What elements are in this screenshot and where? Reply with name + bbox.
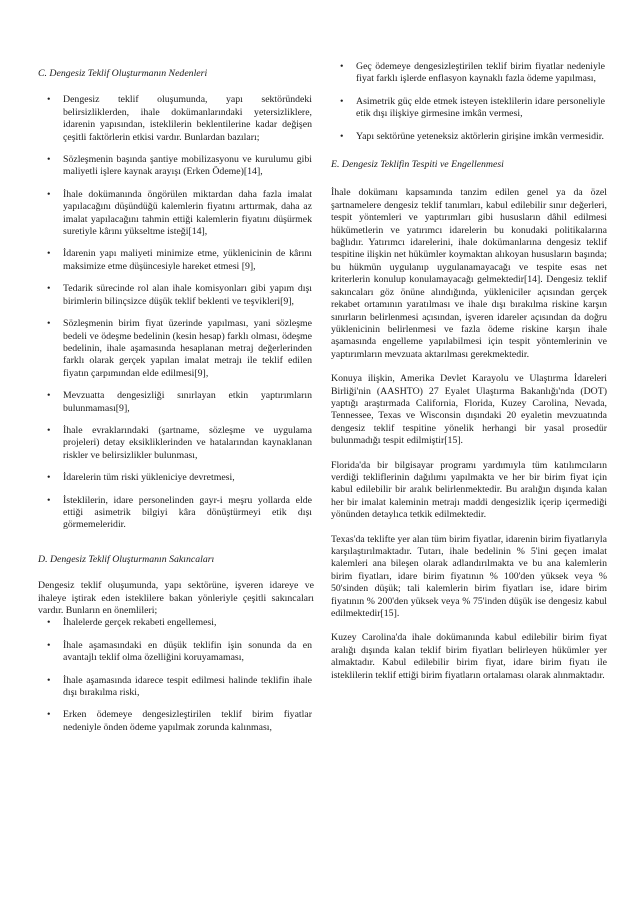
bullet-icon: • [47, 94, 51, 106]
section-d-bullets-continued [331, 61, 607, 143]
left-column [38, 0, 314, 734]
list-item: • İdarelerin tüm riski yükleniciye devretmesi, [47, 472, 235, 484]
bullet-icon: • [340, 130, 344, 142]
section-e-paragraph-2: Konuya ilişkin, Amerika Devlet Karayolu ve Ulaştırma İdareleri Birliği'nin (AASHTO) 27 Eyalet Ulaştırma Bakanlığı'nda (DOT) yaptığı araştırmada California, Florida, Kuzey Carolina, Nevada, Tennessee, Texas ve Wisconsin dışındaki 20 eyaletin mevzuatında dengesiz teklif tespitine yönelik herhangi bir yasal prosedür bulunmadığı tespit edilmiştir[15]. [331, 373, 607, 447]
bullet-icon: • [47, 188, 51, 200]
list-item: • Yapı sektörüne yeteneksiz aktörlerin girişine imkân vermesidir. [340, 130, 604, 142]
bullet-icon: • [47, 639, 51, 651]
section-d-paragraph: Dengesiz teklif oluşumunda, yapı sektörüne, işveren idareye ve ihaleye iştirak eden isteklilere bakan yönleriyle çeşitli sakıncaları vardır. Bunların en önemlileri; [38, 580, 314, 616]
bullet-icon: • [340, 61, 344, 72]
list-item: • İsteklilerin, idare personelinden gayr-i meşru yollarda elde ettiği asimetrik bilgiyi kâra dönüştürmeyi etik dışı görmemeleridir. [47, 494, 312, 531]
bullet-icon: • [47, 154, 51, 166]
bullet-icon: • [47, 390, 51, 402]
list-item: • Tedarik sürecinde rol alan ihale komisyonları gibi yapım dışı birimlerin bilinçsizce düşük teklif beklenti ve teşvikleri[9], [47, 283, 312, 307]
section-e-paragraph-5: Kuzey Carolina'da ihale dokümanında kabul edilebilir birim fiyat aralığı dışında kalan teklif birim fiyatları belirleyen hükümler yer almaktadır. Kabul edilebilir birim fiyat, idare birim fiyatı ile isteklilerin teklif ettiği birim fiyatların ortalaması olarak alınmaktadır. [331, 632, 607, 681]
list-item: • Erken ödemeye dengesizleştirilen teklif birim fiyatlar nedeniyle önden ödeme yapılmak zorunda kalınması, [47, 709, 312, 733]
section-c-heading: C. Dengesiz Teklif Oluşturmanın Nedenleri [38, 68, 208, 79]
bullet-icon: • [47, 494, 51, 506]
list-item: • Dengesiz teklif oluşumunda, yapı sektöründeki belirsizliklerden, ihale dokümanlarındaki yetersizliklere, idarenin yapısından, isteklilerin beklentilerine kadar değişen çeşitli faktörlerin etkisi vardır. Bunlardan bazıları; [47, 94, 312, 143]
list-item: • İhale aşamasında idarece tespit edilmesi halinde teklifin ihale dışı bırakılma riski, [47, 674, 312, 699]
section-e-heading: E. Dengesiz Teklifin Tespiti ve Engellenmesi [331, 159, 504, 171]
section-d-bullets [38, 617, 314, 734]
bullet-icon: • [47, 318, 51, 330]
bullet-icon: • [47, 248, 51, 260]
bullet-icon: • [47, 674, 51, 686]
right-column [331, 0, 607, 682]
list-item: • İhale evraklarındaki (şartname, sözleşme ve uygulama projeleri) detay eksikliklerinden ve hatalarından kaynaklanan riskler ve belirsizlikler bulunması, [47, 424, 312, 461]
bullet-icon: • [340, 95, 344, 107]
bullet-icon: • [47, 283, 51, 295]
list-item: • Mevzuatta dengesizliği sınırlayan etkin yaptırımların bulunmaması[9], [47, 390, 312, 414]
bullet-icon: • [47, 424, 51, 436]
list-item: • İhalelerde gerçek rekabeti engellemesi, [47, 617, 217, 629]
section-e-paragraph-4: Texas'da teklifte yer alan tüm birim fiyatlar, idarenin birim fiyatlarıyla karşılaştırılmaktadır. Tutarı, ihale bedelinin % 5'ini geçen imalat kalemleri ana bileşen olarak adlandırılmakta ve bu ana kalemlerin birim fiyatları, idare birim fiyatının % 100'den yüksek veya % 50'sinden düşük; tali kalemlerin birim fiyatları ise, idare birim fiyatının % 200'den yüksek veya % 75'inden düşük ise dengesiz kabul edilmektedir[15]. [331, 533, 607, 620]
section-d-heading: D. Dengesiz Teklif Oluşturmanın Sakıncaları [38, 553, 215, 565]
section-c-bullets [38, 94, 314, 531]
bullet-icon: • [47, 472, 51, 484]
list-item: • İdarenin yapı maliyeti minimize etme, yüklenicinin de kârını maksimize etme düşüncesiyle hareket etmesi [9], [47, 248, 312, 272]
bullet-icon: • [47, 617, 51, 629]
list-item: • Sözleşmenin başında şantiye mobilizasyonu ve kurulumu gibi maliyetli işlere kaynak arayışı (Erken Ödeme)[14], [47, 154, 312, 178]
bullet-icon: • [47, 709, 51, 721]
list-item: • İhale aşamasındaki en düşük teklifin işin sonunda da en avantajlı teklif olma özelliğini koruyamaması, [47, 639, 312, 664]
section-e-paragraph-1: İhale dokümanı kapsamında tanzim edilen genel ya da özel şartnamelere dengesiz teklif tanımları, kabul edilebilir sınır değerleri, tespit yöntemleri ve yaptırımları gibi hususların dâhil edilmesi hükümetlerin ve yatırımcı idarelerin bu konudaki politikalarına bağlıdır. Yatırımcı idarelerini, ihale dokümanlarına dengesiz teklif tespitine ilişkin net hükümler koymaktan alıkoyan hususların başında; bu hükmün uygulanıp uygulanamayacağı ve tespite esas net kriterlerin konulup konulamayacağı gelmektedir[14]. Dengesiz teklif sakıncaları göz önüne alındığında, yükleniciler açısından gerçek rekabet ortamının yaratılması ve ihale dışı bırakılma riskine karşın sınırların belirlenmesi açısından, işveren idareler açısından da doğru yüklenicinin belirlenmesi ve fazla ödeme riskine karşın ihale aşamasında engelleme yapılabilmesi için tespit yöntemlerinin ve yaptırımların mevzuata aktarılması gerekmektedir. [331, 187, 607, 360]
list-item: • Sözleşmenin birim fiyat üzerinde yapılması, yani sözleşme bedeli ve ödeşme bedelinin (kesin hesap) farklı olması, ödeşme bedelinin, ihale aşamasında hesaplanan metraj değerlerinden farklı olarak gerçek yapılan imalat metrajı ile teklif edilen fiyatın çarpımından elde edilmesi[9], [47, 318, 312, 379]
section-e-paragraph-3: Florida'da bir bilgisayar programı yardımıyla tüm katılımcıların verdiği tekliflerinin dağılımı yapılmakta ve her bir birim fiyat için kabul edilebilir bir aralık belirlenmektedir. Bu aralığın dışında kalan her bir imalat kaleminin metrajı maddi dengesizlik içerip içermediği yönünden detaylıca tetkik edilmektedir. [331, 459, 607, 521]
list-item: • İhale dokümanında öngörülen miktardan daha fazla imalat yapılacağını düşündüğü kalemlerin fiyatını arttırmak, daha az imalat yapılacağını tahmin ettiği kalemlerin fiyatını düşürmek suretiyle kârını yükseltme isteği[14], [47, 188, 312, 238]
list-item: • Geç ödemeye dengesizleştirilen teklif birim fiyatlar nedeniyle fiyat farklı işlerde enflasyon kaynaklı fazla ödeme yapılması, [340, 61, 605, 85]
list-item: • Asimetrik güç elde etmek isteyen isteklilerin idare personeliyle etik dışı ilişkiye girmesine imkân vermesi, [340, 95, 605, 120]
